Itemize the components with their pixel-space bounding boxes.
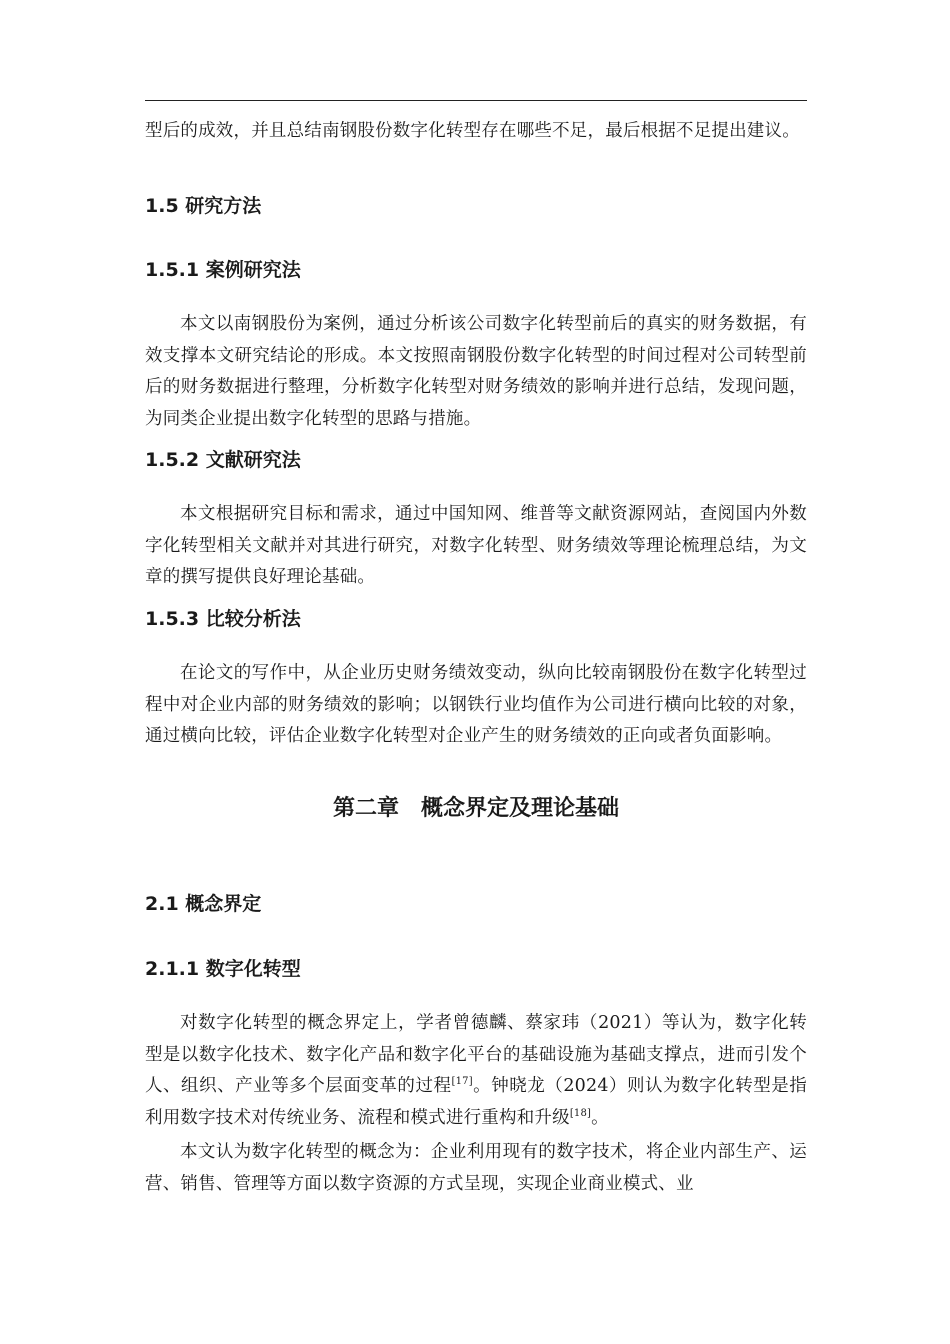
citation-18: [18] [569, 1107, 592, 1119]
section-1-5-1 [145, 256, 807, 284]
citation-17: [17] [451, 1076, 473, 1088]
paragraph-text-part-3: 。 [591, 1107, 609, 1128]
section-1-5-3-body [145, 658, 807, 753]
paragraph-author-definition: 本文认为数字化转型的概念为：企业利用现有的数字技术，将企业内部生产、运营、销售、管理等方面以数字资源的方式呈现，实现企业商业模式、业 [145, 1142, 807, 1194]
section-1-5-2-body [145, 499, 807, 594]
section-1-5-3 [145, 605, 807, 633]
section-2-1-1 [145, 955, 807, 983]
section-heading-1-5: 1.5 研究方法 [145, 195, 262, 217]
section-heading-1-5-1: 1.5.1 案例研究法 [145, 259, 301, 281]
chapter-title: 第二章 概念界定及理论基础 [332, 796, 619, 821]
section-1-5 [145, 192, 807, 220]
continuation-paragraph [145, 116, 807, 148]
section-heading-1-5-3: 1.5.3 比较分析法 [145, 608, 301, 630]
section-heading-1-5-2: 1.5.2 文献研究法 [145, 449, 301, 471]
paragraph-literature-research: 本文根据研究目标和需求，通过中国知网、维普等文献资源网站，查阅国内外数字化转型相关文献并对其进行研究，对数字化转型、财务绩效等理论梳理总结，为文章的撰写提供良好理论基础。 [145, 504, 807, 587]
paragraph-comparative-analysis: 在论文的写作中，从企业历史财务绩效变动，纵向比较南钢股份在数字化转型过程中对企业内部的财务绩效的影响；以钢铁行业均值作为公司进行横向比较的对象，通过横向比较，评估企业数字化转型对企业产生的财务绩效的正向或者负面影响。 [145, 663, 807, 746]
section-heading-2-1-1: 2.1.1 数字化转型 [145, 958, 301, 980]
continuation-text: 型后的成效，并且总结南钢股份数字化转型存在哪些不足，最后根据不足提出建议。 [145, 121, 800, 141]
paragraph-digital-transformation-definition [145, 1008, 807, 1134]
paragraph-text-part-2: 。钟晓龙（2024）则认为数字化转型是指利用数字技术对传统业务、流程和模式进行重构和升级 [145, 1076, 807, 1128]
section-heading-2-1: 2.1 概念界定 [145, 893, 262, 915]
section-2-1-1-body [145, 1008, 807, 1200]
section-1-5-2 [145, 446, 807, 474]
header-rule [145, 100, 807, 101]
section-1-5-1-body [145, 309, 807, 435]
paragraph-case-study: 本文以南钢股份为案例，通过分析该公司数字化转型前后的真实的财务数据，有效支撑本文研究结论的形成。本文按照南钢股份数字化转型的时间过程对公司转型前后的财务数据进行整理，分析数字化转型对财务绩效的影响并进行总结，发现问题，为同类企业提出数字化转型的思路与措施。 [145, 314, 807, 429]
section-2-1 [145, 890, 807, 918]
paragraph-text-part-1: 对数字化转型的概念界定上，学者曾德麟、蔡家玮（2021）等认为，数字化转型是以数字化技术、数字化产品和数字化平台的基础设施为基础支撑点，进而引发个人、组织、产业等多个层面变革的过程 [145, 1013, 807, 1096]
